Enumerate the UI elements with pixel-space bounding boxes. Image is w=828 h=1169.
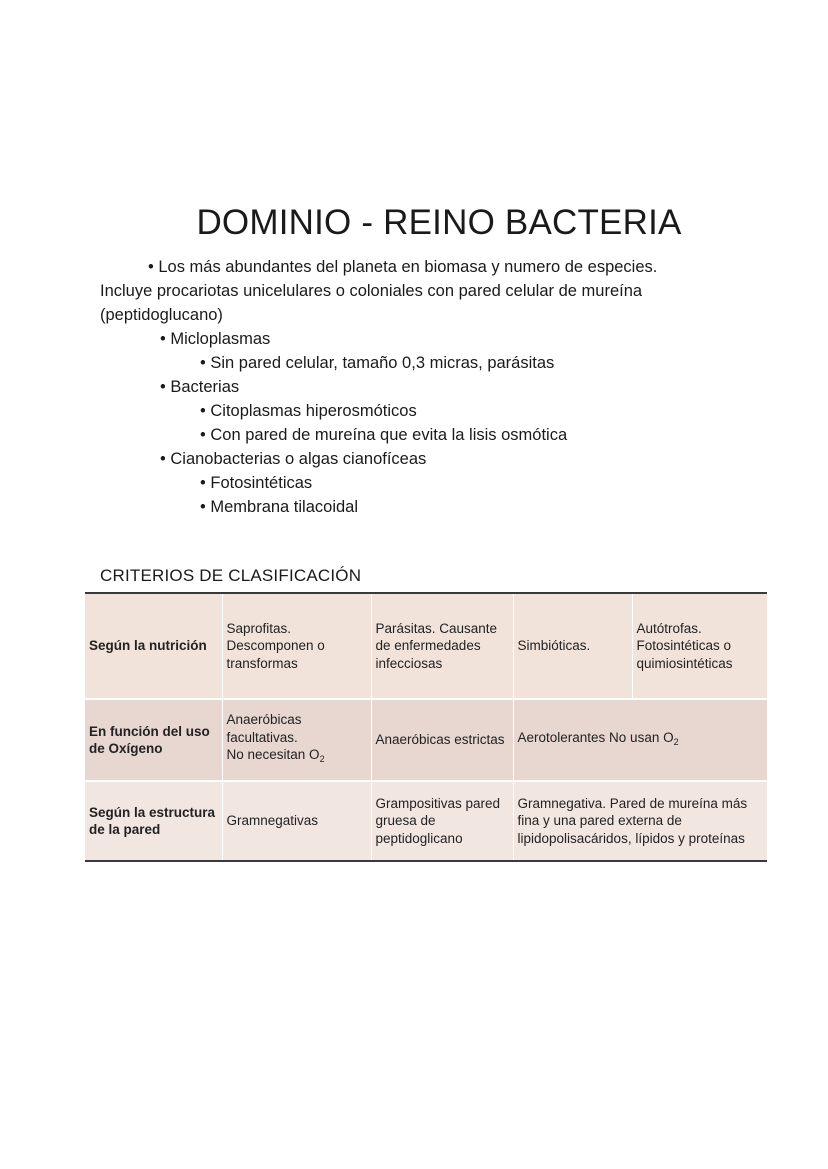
group-item: • Citoplasmas hiperosmóticos [200,402,417,420]
intro-line: Incluye procariotas unicelulares o coloniales con pared celular de mureína [100,282,643,300]
page-title: DOMINIO - REINO BACTERIA [196,203,682,242]
table-cell: Gramnegativas [222,781,371,861]
table-cell: Autótrofas. Fotosintéticas o quimiosintéticas [632,593,767,699]
cell-line [227,746,367,769]
group-item: • Membrana tilacoidal [200,498,359,516]
table-cell [513,699,767,781]
group-item: • Sin pared celular, tamaño 0,3 micras, parásitas [200,354,555,372]
table-cell: Simbióticas. [513,593,632,699]
subscript: 2 [673,736,679,747]
table-cell: Saprofitas. Descomponen o transformas [222,593,371,699]
row-header: En función del uso de Oxígeno [85,699,222,781]
table-cell: Gramnegativa. Pared de mureína más fina y una pared externa de lipidopolisacáridos, lípidos y proteínas [513,781,767,861]
row-header: Según la estructura de la pared [85,781,222,861]
row-header: Según la nutrición [85,593,222,699]
cell-text: Aerotolerantes No usan O [517,729,674,745]
table-cell: Anaeróbicas estrictas [371,699,513,781]
group-label-cianobacterias: • Cianobacterias o algas cianofíceas [160,450,427,468]
classification-table [85,592,767,862]
table-cell: Parásitas. Causante de enfermedades infecciosas [371,593,513,699]
group-label-bacterias: • Bacterias [160,378,240,396]
table-row [85,699,767,781]
table-row [85,781,767,861]
group-item: • Con pared de mureína que evita la lisis osmótica [200,426,568,444]
table-cell: Grampositivas pared gruesa de peptidoglicano [371,781,513,861]
intro-line: • Los más abundantes del planeta en biomasa y numero de especies. [148,258,658,276]
body-text [100,255,740,519]
subscript: 2 [319,754,325,765]
table-cell [222,699,371,781]
group-label-micloplasmas: • Micloplasmas [160,330,271,348]
group-item: • Fotosintéticas [200,474,313,492]
cell-line: Anaeróbicas facultativas. [226,712,302,745]
section-title: CRITERIOS DE CLASIFICACIÓN [100,566,362,585]
cell-text: No necesitan O [226,747,320,763]
table-row [85,593,767,699]
intro-line: (peptidoglucano) [100,306,223,324]
